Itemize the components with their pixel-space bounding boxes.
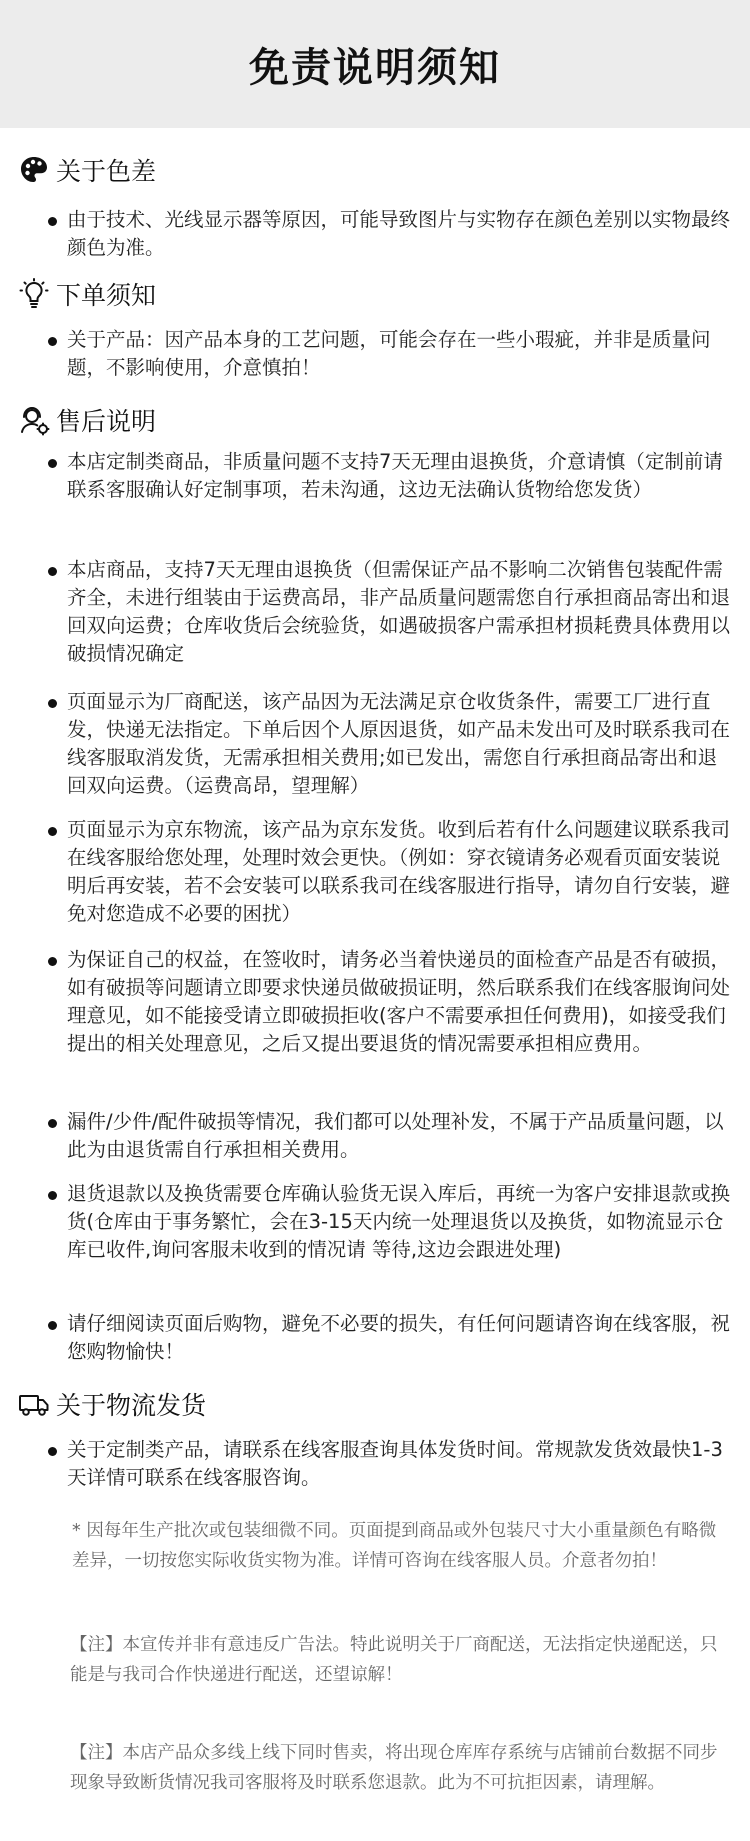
list-item: 关于定制类产品，请联系在线客服查询具体发货时间。常规款发货效最快1-3天详情可联系在线客服咨询。 [48,1436,730,1492]
page-header [0,0,750,128]
list-item: 退货退款以及换货需要仓库确认验货无误入库后，再统一为客户安排退款或换货(仓库由于事务繁忙，会在3-15天内统一处理退货以及换货，如物流显示仓库已收件,询问客服未收到的情况请 等待,这边会跟进处理) [48,1180,730,1264]
list-item: 为保证自己的权益，在签收时，请务必当着快递员的面检查产品是否有破损，如有破损等问题请立即要求快递员做破损证明，然后联系我们在线客服询问处理意见，如不能接受请立即破损拒收(客户不需要承担任何费用)，如接受我们提出的相关处理意见，之后又提出要退货的情况需要承担相应费用。 [48,946,730,1058]
list-item: 页面显示为京东物流，该产品为京东发货。收到后若有什么问题建议联系我司在线客服给您处理，处理时效会更快。（例如：穿衣镜请务必观看页面安装说明后再安装，若不会安装可以联系我司在线客服进行指导，请勿自行安装，避免对您造成不必要的困扰） [48,816,730,928]
section-heading-order-notice [18,274,156,314]
list-item: 关于产品：因产品本身的工艺问题，可能会存在一些小瑕疵，并非是质量问题，不影响使用，介意慎拍！ [48,326,730,382]
section-heading-after-sales [18,400,156,440]
section-title: 下单须知 [56,281,157,310]
list-item: 本店商品，支持7天无理由退换货（但需保证产品不影响二次销售包装配件需齐全，未进行组装由于运费高昂，非产品质量问题需您自行承担商品寄出和退回双向运费；仓库收货后会统验货，如遇破损客户需承担材损耗费具体费用以破损情况确定 [48,556,730,668]
page-title: 免责说明须知 [249,44,501,91]
list-item: 请仔细阅读页面后购物，避免不必要的损失，有任何问题请咨询在线客服，祝您购物愉快！ [48,1310,730,1366]
section-heading-color-difference [18,150,156,190]
list-item: 页面显示为厂商配送，该产品因为无法满足京仓收货条件，需要工厂进行直发，快递无法指定。下单后因个人原因退货，如产品未发出可及时联系我司在线客服取消发货，无需承担相关费用;如已发出，需您自行承担商品寄出和退回双向运费。（运费高昂，望理解） [48,688,730,800]
section-heading-shipping [18,1384,206,1424]
section-title: 关于物流发货 [56,1391,207,1420]
note-color-size: * 因每年生产批次或包装细微不同。页面提到商品或外包装尺寸大小重量颜色有略微差异，一切按您实际收货实物为准。详情可咨询在线客服人员。介意者勿拍！ [72,1521,717,1571]
list-item: 本店定制类商品，非质量问题不支持7天无理由退换货，介意请慎（定制前请联系客服确认好定制事项，若未沟通，这边无法确认货物给您发货） [48,448,730,504]
customer-service-icon [18,404,50,436]
note-advertising-law: 【注】本宣传并非有意违反广告法。特此说明关于厂商配送，无法指定快递配送，只能是与我司合作快递进行配送，还望谅解！ [70,1635,718,1685]
palette-icon [18,154,50,186]
lightbulb-icon [18,278,50,310]
list-item: 漏件/少件/配件破损等情况，我们都可以处理补发，不属于产品质量问题，以此为由退货需自行承担相关费用。 [48,1108,730,1164]
section-title: 售后说明 [56,407,157,436]
delivery-truck-icon [18,1388,50,1420]
note-inventory-sync: 【注】本店产品众多线上线下同时售卖，将出现仓库库存系统与店铺前台数据不同步现象导致断货情况我司客服将及时联系您退款。此为不可抗拒因素，请理解。 [70,1743,718,1793]
list-item: 由于技术、光线显示器等原因，可能导致图片与实物存在颜色差别以实物最终颜色为准。 [48,206,730,262]
section-title: 关于色差 [56,157,157,186]
